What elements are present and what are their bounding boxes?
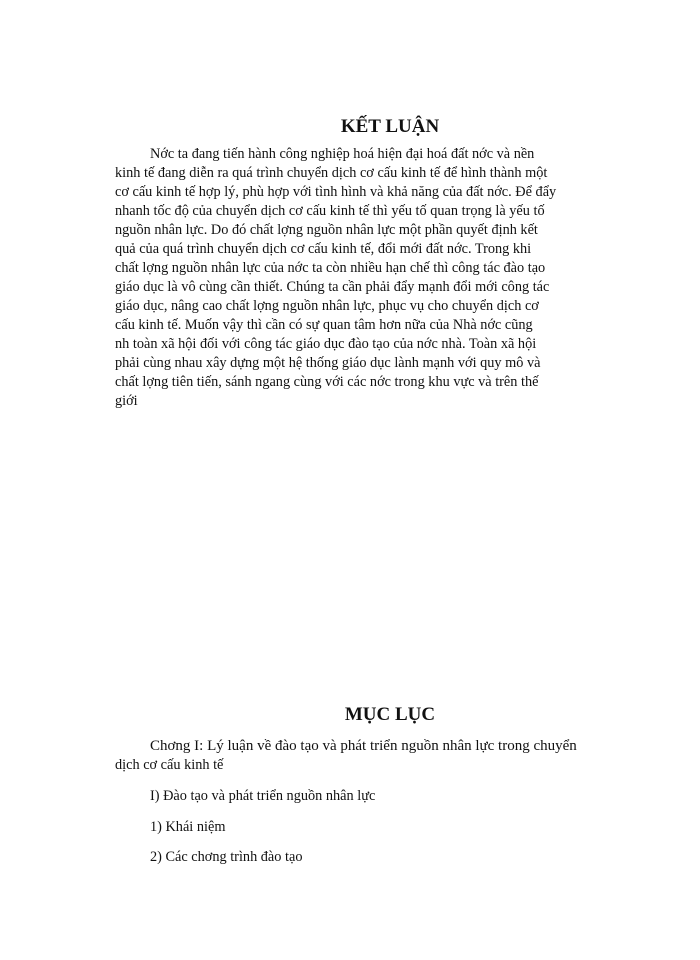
conclusion-heading: KẾT LUẬN (340, 116, 440, 137)
paragraph-line: giáo dục, nâng cao chất lợng nguồn nhân lực, phục vụ cho chuyển dịch cơ (115, 298, 539, 314)
toc-chapter-line: dịch cơ cấu kinh tế (115, 757, 224, 773)
paragraph-line: nhanh tốc độ của chuyển dịch cơ cấu kinh tế thì yếu tố quan trọng là yếu tố (115, 203, 545, 219)
toc-item: 1) Khái niệm (150, 819, 226, 835)
paragraph-line: giáo dục là vô cùng cần thiết. Chúng ta cần phải đẩy mạnh đổi mới công tác (115, 279, 550, 295)
paragraph-line: cấu kinh tế. Muốn vậy thì cần có sự quan tâm hơn nữa của Nhà nớc cũng (115, 317, 533, 333)
toc-section: I) Đào tạo và phát triển nguồn nhân lực (150, 788, 376, 804)
paragraph-line: nguồn nhân lực. Do đó chất lợng nguồn nhân lực một phần quyết định kết (115, 222, 538, 238)
toc-item: 2) Các chơng trình đào tạo (150, 849, 303, 865)
toc-heading: MỤC LỤC (344, 704, 436, 725)
paragraph-line: phải cùng nhau xây dựng một hệ thống giáo dục lành mạnh với quy mô và (115, 355, 541, 371)
paragraph-line: chất lợng tiên tiến, sánh ngang cùng với các nớc trong khu vực và trên thế (115, 374, 539, 390)
paragraph-line: Nớc ta đang tiến hành công nghiệp hoá hiện đại hoá đất nớc và nền (150, 146, 535, 162)
paragraph-line: nh toàn xã hội đối với công tác giáo dục đào tạo của nớc nhà. Toàn xã hội (115, 336, 537, 352)
paragraph-line: cơ cấu kinh tế hợp lý, phù hợp với tình hình và khả năng của đất nớc. Để đẩy (115, 184, 557, 200)
paragraph-line: chất lợng nguồn nhân lực của nớc ta còn nhiều hạn chế thì công tác đào tạo (115, 260, 546, 276)
paragraph-line: quả của quá trình chuyển dịch cơ cấu kinh tế, đổi mới đất nớc. Trong khi (115, 241, 532, 257)
toc-chapter-line: Chơng I: Lý luận về đào tạo và phát triển nguồn nhân lực trong chuyển (150, 738, 577, 754)
paragraph-line: giới (115, 393, 138, 409)
paragraph-line: kinh tế đang diễn ra quá trình chuyển dịch cơ cấu kinh tế để hình thành một (115, 165, 548, 181)
